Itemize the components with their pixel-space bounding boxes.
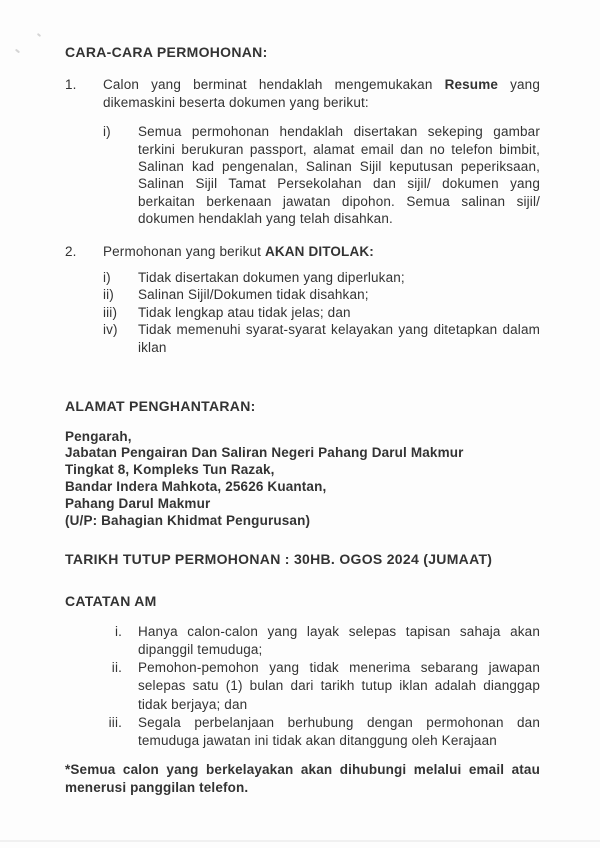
note-marker: ii. <box>111 660 122 676</box>
sub-item-text: Tidak disertakan dokumen yang diperlukan; <box>138 270 405 286</box>
note-text: Hanya calon-calon yang layak selepas tapisan sahaja akan dipanggil temuduga; <box>138 623 540 657</box>
section-title-alamat-penghantaran: ALAMAT PENGHANTARAN: <box>65 398 256 415</box>
item-1-text-after: yang dikemaskini beserta dokumen yang berikut: <box>103 77 540 110</box>
rejection-list <box>65 269 540 356</box>
sub-item-text: Semua permohonan hendaklah disertakan sekeping gambar terkini berukuran passport, alamat email dan no telefon bimbit, Salinan kad pengenalan, Salinan Sijil keputusan peperiksaan, Salinan Sijil Tamat Persekolahan dan sijil/ dokumen yang berkaitan berkenaan jawatan dipohon. Semua salinan sijil/ dokumen hendaklah yang telah disahkan. <box>138 124 540 227</box>
numbered-item-2 <box>65 243 540 260</box>
rejection-list-item <box>103 269 540 286</box>
item-2-text <box>103 243 540 260</box>
contact-footnote: *Semua calon yang berkelayakan akan dihubungi melalui email atau menerusi panggilan telefon. <box>65 762 540 795</box>
address-line: Pengarah, <box>65 428 132 444</box>
item-1-bold-resume: Resume <box>444 77 499 93</box>
rejection-list-item <box>103 286 540 303</box>
scan-edge-line <box>0 840 600 842</box>
sub-item-marker: ii) <box>103 287 114 303</box>
item-2-text-before: Permohonan yang berikut <box>103 243 265 259</box>
section-title-cara-cara-permohonan: CARA-CARA PERMOHONAN: <box>65 44 268 60</box>
note-item <box>65 659 540 714</box>
sub-item-text: Tidak memenuhi syarat-syarat kelayakan yang ditetapkan dalam iklan <box>138 322 540 355</box>
mailing-address-block <box>65 429 540 530</box>
general-notes-list <box>65 623 540 750</box>
document-content <box>65 44 540 797</box>
address-line: Jabatan Pengairan Dan Saliran Negeri Pahang Darul Makmur <box>65 445 464 461</box>
numbered-item-1 <box>65 76 540 111</box>
scan-artifact-mark <box>15 49 20 54</box>
sub-item-marker: iii) <box>103 304 118 320</box>
note-marker: iii. <box>108 714 122 730</box>
item-1-text-before: Calon yang berminat hendaklah mengemukakan <box>103 77 445 93</box>
item-2-bold-akan-ditolak: AKAN DITOLAK: <box>264 243 374 259</box>
sub-item-marker: i) <box>103 270 111 286</box>
rejection-list-item <box>103 304 540 321</box>
item-1-text <box>103 76 540 111</box>
sub-item-text: Salinan Sijil/Dokumen tidak disahkan; <box>138 287 369 303</box>
sub-item-marker: iv) <box>103 322 118 338</box>
rejection-list-item <box>103 321 540 356</box>
item-1-sub-item-i <box>103 123 540 227</box>
note-text: Pemohon-pemohon yang tidak menerima sebarang jawapan selepas satu (1) bulan dari tarikh tutup iklan adalah dianggap tidak berjaya; dan <box>138 660 540 712</box>
sub-item-text: Tidak lengkap atau tidak jelas; dan <box>138 304 351 320</box>
address-line: Pahang Darul Makmur <box>65 496 211 512</box>
note-text: Segala perbelanjaan berhubung dengan permohonan dan temuduga jawatan ini tidak akan ditanggung oleh Kerajaan <box>138 714 540 748</box>
section-title-catatan-am: CATATAN AM <box>65 593 157 610</box>
note-item <box>65 623 540 659</box>
scan-artifact-mark <box>37 33 41 37</box>
address-line: Bandar Indera Mahkota, 25626 Kuantan, <box>65 479 327 495</box>
address-line: (U/P: Bahagian Khidmat Pengurusan) <box>65 513 311 529</box>
item-2-number: 2. <box>65 243 77 259</box>
address-line: Tingkat 8, Kompleks Tun Razak, <box>65 462 275 478</box>
note-item <box>65 714 540 750</box>
item-1-number: 1. <box>65 77 77 93</box>
note-marker: i. <box>114 623 122 639</box>
sub-item-marker: i) <box>103 124 111 140</box>
closing-date-line: TARIKH TUTUP PERMOHONAN : 30HB. OGOS 2024 (JUMAAT) <box>65 550 493 567</box>
